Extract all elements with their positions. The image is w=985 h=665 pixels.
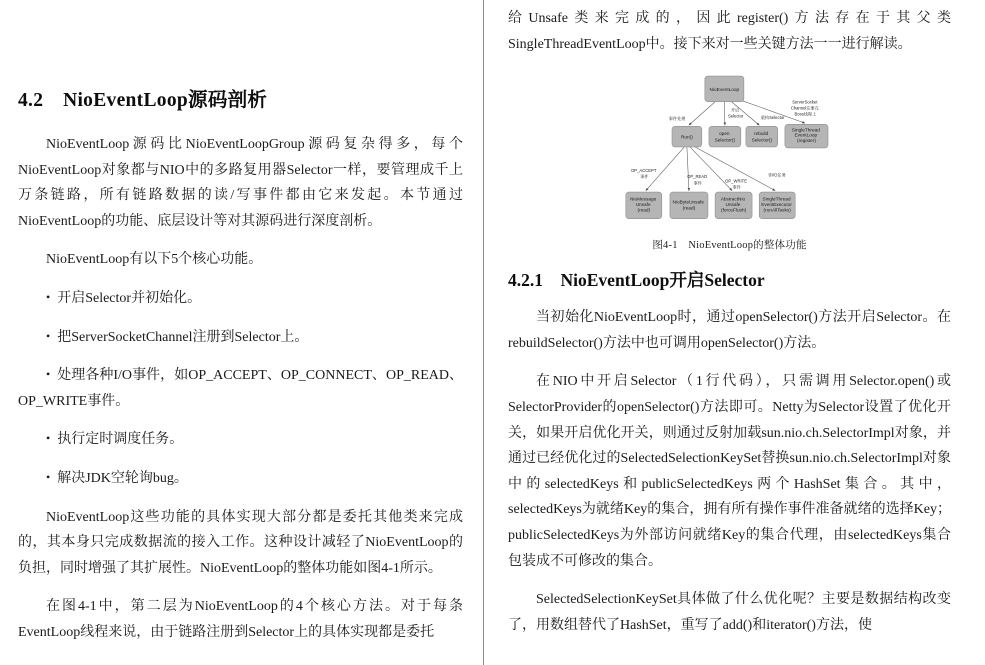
paragraph: NioEventLoop有以下5个核心功能。 [46,252,263,268]
figure-caption: 图4-1 NioEventLoop的整体功能 [652,240,807,252]
node-label: NioEventLoop [709,87,739,93]
edge-label-line: Boss线程上 [793,111,816,117]
edge-label-rebuild-selector: 重构Selector [760,115,784,121]
bullet-text: 解决JDK空轮询bug。 [57,470,188,486]
node-singlethreadeventloop [784,125,827,149]
node-label-line: (read) [682,206,695,212]
node-niomessageunsafe [625,192,661,219]
node-label-line: Selector() [751,138,772,144]
bullet-text: 开启Selector并初始化。 [57,290,202,306]
edge-label-line: Channel注册在 [790,105,819,111]
bullet-item [18,363,463,414]
node-label-line: NioByteUnsafe [672,200,704,206]
edge-label-line: 事件 [692,180,702,186]
node-label-line: (runAllTasks) [763,208,791,214]
edge-root-run [688,102,714,125]
edge-label-line: OP_WRITE [724,178,747,184]
bullet-icon: • [46,431,51,446]
node-label-line: Unsafe [635,203,651,209]
node-label-line: (forceFlush) [720,208,746,214]
edge-label-line: OP_READ [686,174,707,180]
edge-label-op-read [687,174,708,186]
edge-label-line: 开启 [730,107,739,113]
bullet-text: 执行定时调度任务。 [57,432,184,448]
node-label-line: SingleThread [762,197,791,203]
edge-label-line: 事件 [731,184,741,190]
paragraph: NioEventLoop这些功能的具体实现大部分都是委托其他类来完成的，其本身只完成数据流的接入工作。这种设计减轻了NioEventLoop的负担，同时增强了其扩展性。NioEventLoop的整体功能如图4-1所示。 [18,509,463,576]
node-label-line: rebuild [753,132,768,138]
node-abstractniounsafe [715,192,752,219]
node-label-line: Selector() [714,138,735,144]
edge-label-line: ServerSocket [791,99,817,105]
node-label [761,197,793,214]
node-box [669,192,707,219]
node-label-line: (read) [636,208,650,214]
node-rebuildselector [745,127,777,148]
bullet-text: 处理各种I/O事件，如OP_ACCEPT、OP_CONNECT、OP_READ、OP_WRITE事件。 [18,368,463,409]
bullet-text: 把ServerSocketChannel注册到Selector上。 [57,329,309,345]
page-right [484,0,985,665]
paragraph: NioEventLoop源码比NioEventLoopGroup源码复杂得多，每个NioEventLoop对象都与NIO中的多路复用器Selector一样，要管理成千上万条链路，所有链路数据的读/写事件都由它来发起。本节通过NioEventLoop的功能、底层设计等对其源码进行深度剖析。 [18,137,463,229]
node-label-line: Unsafe [724,203,740,209]
edge-label-event-handling: 事件处理 [668,116,686,122]
bullet-item [18,427,463,453]
node-label-line: EventExecutor [760,203,792,209]
paragraph: 在NIO中开启Selector（1行代码），只需调用Selector.open()或SelectorProvider的openSelector()方法即可。Netty为Selector设置了优化开关，如果开启优化开关，则通过反射加载sun.nio.ch.SelectorImpl对象，并通过已经优化过的SelectedSelectionKeySet替换sun.nio.ch.SelectorImpl对象中的selectedKeys和publicSelectedKeys两个HashSet集合。其中，selectedKeys为就绪Key的集合，拥有所有操作事件准备就绪的选择Key；publicSelectedKeys为外部访问就绪Key的集合代理，由selectedKeys集合包装成不可修改的集合。 [508,374,951,569]
edge-label-op-write [725,178,748,190]
paragraph: 当初始化NioEventLoop时，通过openSelector()方法开启Selector。在rebuildSelector()方法中也可调用openSelector()方法。 [508,310,951,351]
bullet-icon: • [46,469,51,484]
node-niobyteunsafe [669,192,707,219]
edge-run-read [686,147,688,191]
edge-label-line: Selector [727,113,743,119]
node-nioeventloop [704,76,743,102]
section-heading: 4.2 NioEventLoop源码剖析 [18,90,268,111]
bullet-item [18,286,463,312]
paragraph: 给Unsafe类来完成的，因此register()方法存在于其父类SingleThreadEventLoop中。接下来对一些关键方法一一进行解读。 [508,11,951,52]
node-label-line: open [718,132,729,138]
node-label-line: SingleThread [791,128,820,134]
bullet-icon: • [46,289,51,304]
node-label-line: NioMessage [629,197,656,203]
bullet-icon: • [46,328,51,343]
paragraph: SelectedSelectionKeySet具体做了什么优化呢？主要是数据结构改变了，用数组替代了HashSet，重写了add()和iterator()方法，使 [508,592,951,633]
edge-label-line: 事件 [639,174,648,180]
node-openselector [708,127,740,148]
bullet-icon: • [46,367,51,382]
page-left [0,0,483,665]
node-run [672,127,702,148]
subsection-heading: 4.2.1 NioEventLoop开启Selector [508,270,765,291]
edge-root-openselector [724,102,725,125]
node-label: Run() [680,135,693,141]
edge-label-op-accept [631,168,658,180]
node-singlethreadeventexecutor [759,192,795,219]
figure-4-1-diagram [594,73,866,229]
node-label-line: (register) [796,139,816,145]
edge-label-open-selector [727,107,743,119]
edge-label-register [790,99,819,117]
paragraph: 在图4-1中，第二层为NioEventLoop的4个核心方法。对于每条EventLoop线程来说，由于链路注册到Selector上的具体实现都是委托 [18,599,463,640]
bullet-item [18,325,463,351]
edge-label-non-io-task: 非I/O任务 [767,172,786,178]
figure-4-1 [508,73,951,252]
bullet-item [18,466,463,492]
node-label-line: AbstractNio [720,197,745,203]
node-label-line: EventLoop [794,133,817,139]
edge-label-line: OP_ACCEPT [630,168,656,174]
